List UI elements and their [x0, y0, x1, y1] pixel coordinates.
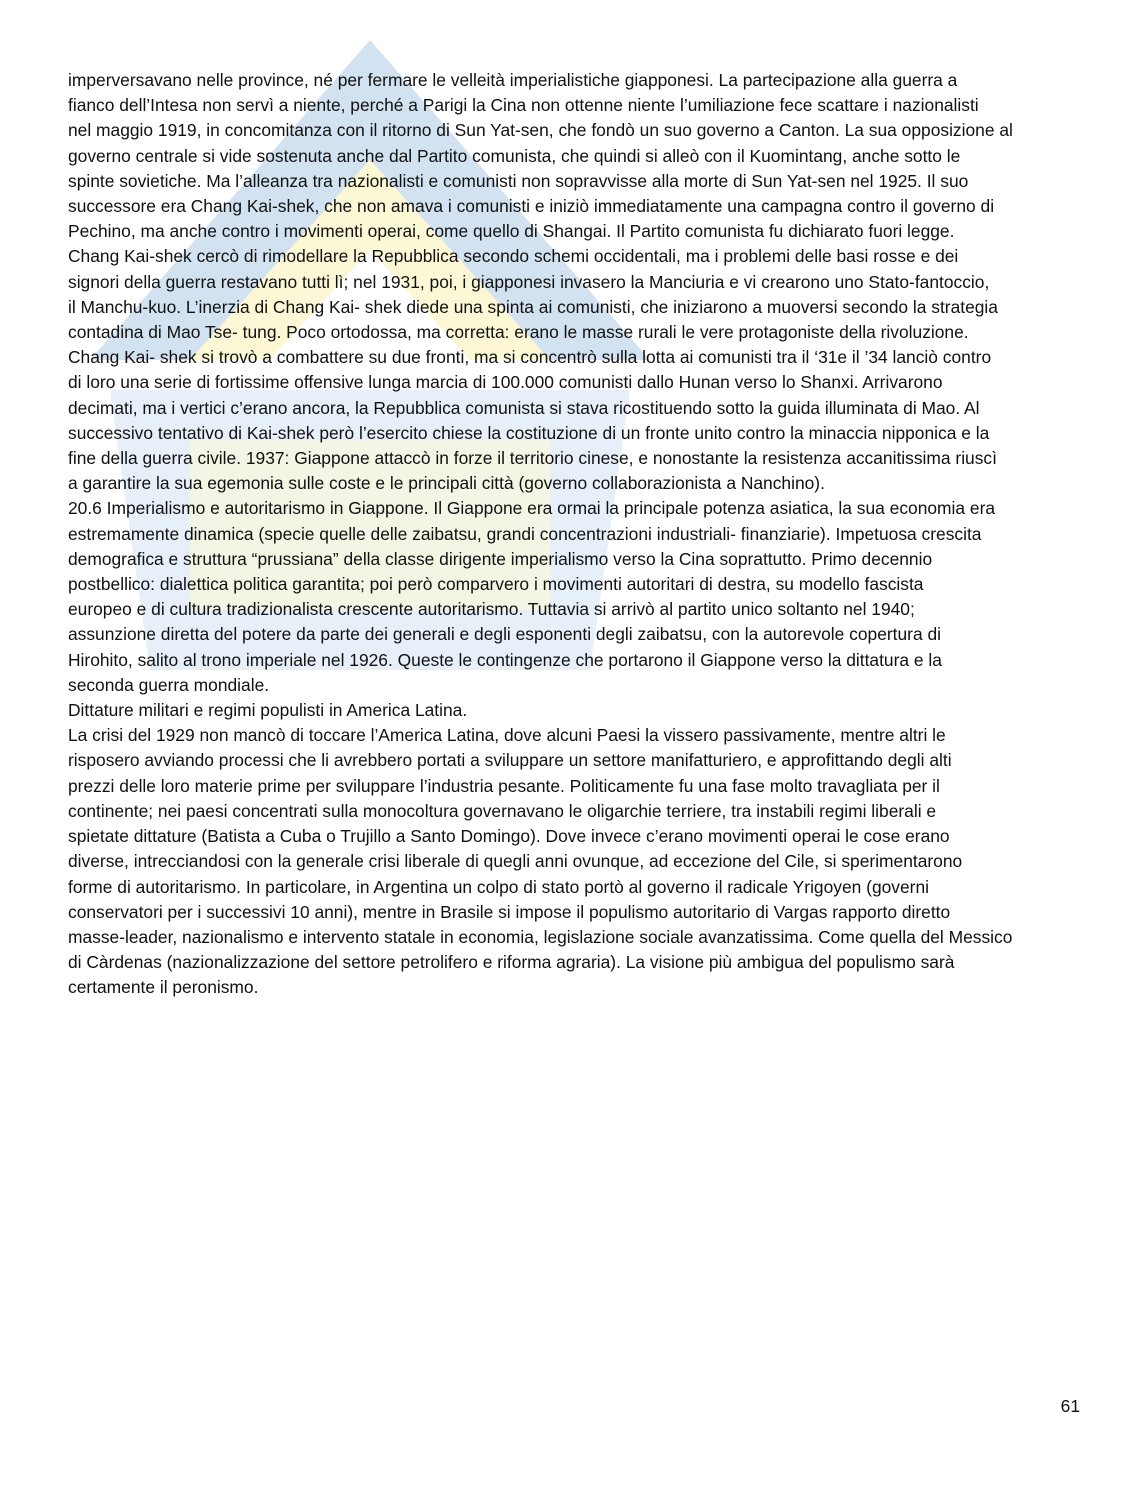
document-body [68, 68, 1082, 1001]
text-line: risposero avviando processi che li avrebbero portati a sviluppare un settore manifatturiero, e approfittando degli alti [68, 750, 952, 771]
text-line: assunzione diretta del potere da parte dei generali e degli esponenti degli zaibatsu, con la autorevole copertura di [68, 624, 942, 645]
text-line: forme di autoritarismo. In particolare, in Argentina un colpo di stato portò al governo il radicale Yrigoyen (governi [68, 876, 929, 897]
text-line: Hirohito, salito al trono imperiale nel 1926. Queste le contingenze che portarono il Giappone verso la dittatura e la [68, 649, 942, 670]
text-line: spinte sovietiche. Ma l’alleanza tra nazionalisti e comunisti non sopravvisse alla morte di Sun Yat-sen nel 1925. Il suo [68, 170, 969, 191]
text-line: spietate dittature (Batista a Cuba o Trujillo a Santo Domingo). Dove invece c’erano movimenti operai le cose erano [68, 826, 950, 847]
text-line: certamente il peronismo. [68, 977, 259, 998]
text-line: europeo e di cultura tradizionalista crescente autoritarismo. Tuttavia si arrivò al partito unico soltanto nel 1940; [68, 599, 915, 620]
text-line: fianco dell’Intesa non servì a niente, perché a Parigi la Cina non ottenne niente l’umiliazione fece scattare i nazionalisti [68, 95, 979, 116]
text-line: Pechino, ma anche contro i movimenti operai, come quello di Shangai. Il Partito comunista fu dichiarato fuori legge. [68, 221, 955, 242]
text-line: estremamente dinamica (specie quelle delle zaibatsu, grandi concentrazioni industriali- finanziarie). Impetuosa crescita [68, 523, 982, 544]
text-line: La crisi del 1929 non mancò di toccare l’America Latina, dove alcuni Paesi la vissero passivamente, mentre altri le [68, 725, 946, 746]
text-line: imperversavano nelle province, né per fermare le velleità imperialistiche giapponesi. La partecipazione alla guerra a [68, 70, 958, 90]
text-line: prezzi delle loro materie prime per sviluppare l’industria pesante. Politicamente fu una fase molto travagliata per il [68, 775, 940, 796]
text-line: governo centrale si vide sostenuta anche dal Partito comunista, che quindi si alleò con il Kuomintang, anche sotto le [68, 145, 961, 166]
text-line: successore era Chang Kai-shek, che non amava i comunisti e iniziò immediatamente una campagna contro il governo di [68, 196, 995, 217]
text-line: di loro una serie di fortissime offensive lunga marcia di 100.000 comunisti dallo Hunan verso lo Shanxi. Arrivarono [68, 372, 943, 393]
page-number: 61 [1060, 1396, 1080, 1416]
text-line: nel maggio 1919, in concomitanza con il ritorno di Sun Yat-sen, che fondò un suo governo a Canton. La sua opposizione al [68, 120, 1013, 141]
text-line: decimati, ma i vertici c’erano ancora, la Repubblica comunista si stava ricostituendo sotto la guida illuminata di Mao. Al [68, 397, 980, 418]
text-line: a garantire la sua egemonia sulle coste e le principali città (governo collaborazionista a Nanchino). [68, 473, 825, 494]
text-line: conservatori per i successivi 10 anni), mentre in Brasile si impose il populismo autoritario di Vargas rapporto diretto [68, 901, 951, 922]
text-line: diverse, intrecciandosi con la generale crisi liberale di quegli anni ovunque, ad eccezione del Cile, si sperimentarono [68, 851, 963, 872]
text-line: Chang Kai-shek cercò di rimodellare la Repubblica secondo schemi occidentali, ma i problemi delle basi rosse e dei [68, 246, 959, 267]
text-line: seconda guerra mondiale. [68, 674, 270, 695]
text-line: contadina di Mao Tse- tung. Poco ortodossa, ma corretta: erano le masse rurali le vere protagoniste della rivoluzione. [68, 322, 969, 343]
text-line: il Manchu-kuo. L’inerzia di Chang Kai- shek diede una spinta ai comunisti, che iniziarono a muoversi secondo la strategia [68, 296, 998, 317]
text-line: di Càrdenas (nazionalizzazione del settore petrolifero e riforma agraria). La visione più ambigua del populismo sarà [68, 952, 955, 973]
text-line: postbellico: dialettica politica garantita; poi però comparvero i movimenti autoritari di destra, su modello fascista [68, 574, 924, 595]
text-line: demografica e struttura “prussiana” della classe dirigente imperialismo verso la Cina soprattutto. Primo decennio [68, 548, 933, 569]
text-line: continente; nei paesi concentrati sulla monocoltura governavano le oligarchie terriere, tra instabili regimi liberali e [68, 800, 937, 821]
text-line: Chang Kai- shek si trovò a combattere su due fronti, ma si concentrò sulla lotta ai comunisti tra il ‘31e il ’34 lanciò contro [68, 347, 992, 368]
section-heading: Dittature militari e regimi populisti in America Latina. [68, 700, 468, 721]
text-line: fine della guerra civile. 1937: Giappone attaccò in forze il territorio cinese, e nonostante la resistenza accanitissima riuscì [68, 448, 997, 469]
text-line: masse-leader, nazionalismo e intervento statale in economia, legislazione sociale avanzatissima. Come quella del Messico [68, 926, 1013, 947]
text-line: 20.6 Imperialismo e autoritarismo in Giappone. Il Giappone era ormai la principale potenza asiatica, la sua economia era [68, 498, 996, 519]
text-line: signori della guerra restavano tutti lì; nel 1931, poi, i giapponesi invasero la Manciuria e vi crearono uno Stato-fantoccio, [68, 271, 990, 292]
text-line: successivo tentativo di Kai-shek però l’esercito chiese la costituzione di un fronte unito contro la minaccia nipponica e la [68, 422, 990, 443]
